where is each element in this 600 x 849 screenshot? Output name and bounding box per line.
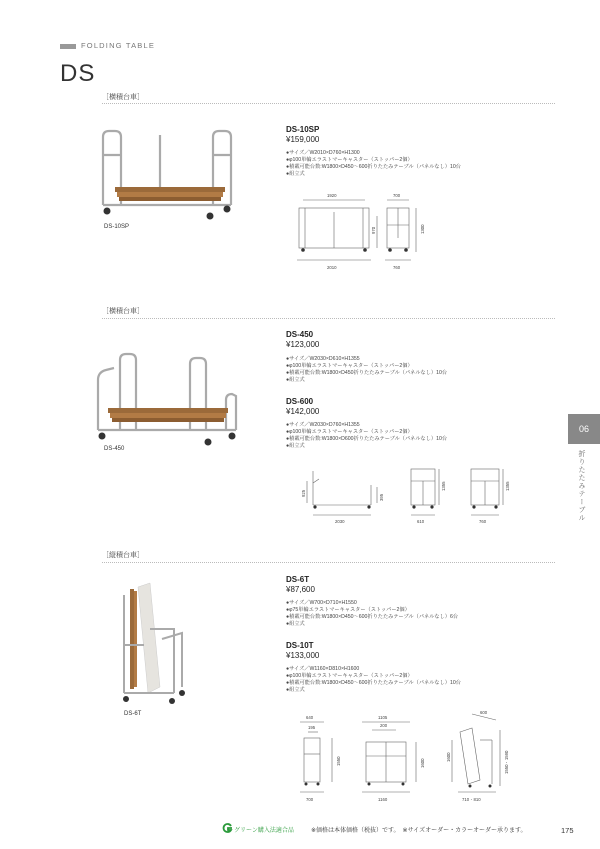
spec-line: ●組立式 <box>286 171 305 177</box>
photo-label: DS-6T <box>124 711 142 717</box>
dim-label: 1600 <box>446 752 451 762</box>
spec-line: ●積載可能台数:W1800×D450～600折りたたみテーブル（パネルなし）10台 <box>286 164 461 170</box>
product-model: DS-6T <box>286 575 310 584</box>
dim-label: 1160 <box>378 797 388 802</box>
dim-label: 700 <box>393 193 401 198</box>
footer-note: ※価格は本体価格（税抜）です。 ※サイズオーダー・カラーオーダー承ります。 <box>311 828 527 834</box>
product-model: DS-10T <box>286 641 314 650</box>
dim-label: 1550・1590 <box>504 750 509 774</box>
product-specs <box>286 600 458 628</box>
dim-label: 700 <box>306 797 314 802</box>
product-price: ¥142,000 <box>286 407 320 416</box>
spec-line: ●φ75単輪エラストマーキャスター（ストッパー2個） <box>286 607 410 613</box>
dim-label: 760 <box>393 265 401 270</box>
product-photo-ds-450 <box>90 350 245 450</box>
chapter-tab[interactable]: 06 <box>568 414 600 444</box>
product-model: DS-10SP <box>286 125 320 134</box>
spec-line: ●サイズ／W1160×D810×H1600 <box>286 666 360 672</box>
chapter-title-vertical: 折りたたみテーブル <box>578 450 585 522</box>
dim-label: 760 <box>479 519 487 524</box>
spec-line: ●組立式 <box>286 377 305 383</box>
product-photo-ds-10sp <box>95 125 245 225</box>
spec-line: ●φ100単輪エラストマーキャスター（ストッパー2個） <box>286 429 413 435</box>
dim-label: 1550 <box>336 756 341 766</box>
green-mark-icon <box>222 823 233 833</box>
spec-line: ●サイズ／W2030×D760×H1355 <box>286 422 360 428</box>
section-label: ［横積台車］ <box>102 308 144 315</box>
header-bar <box>60 44 76 49</box>
dim-label: 1300 <box>420 224 425 234</box>
dim-label: 970 <box>371 226 376 234</box>
dimension-drawing-ds-6t-10t <box>292 710 512 810</box>
section-divider <box>102 103 555 104</box>
dim-label: 640 <box>306 715 314 720</box>
photo-label: DS-450 <box>104 446 125 452</box>
spec-line: ●組立式 <box>286 687 305 693</box>
spec-line: ●積載可能台数:W1800×D450～600折りたたみテーブル（パネルなし）10台 <box>286 680 461 686</box>
spec-line: ●サイズ／W700×D710×H1550 <box>286 600 357 606</box>
photo-label: DS-10SP <box>104 224 130 230</box>
dim-label: 195 <box>308 725 316 730</box>
spec-line: ●サイズ／W2010×D760×H1300 <box>286 150 360 156</box>
dim-label: 2010 <box>327 265 337 270</box>
spec-line: ●組立式 <box>286 443 305 449</box>
spec-line: ●サイズ／W2030×D610×H1355 <box>286 356 360 362</box>
dim-label: 710・810 <box>462 797 481 802</box>
product-specs <box>286 356 447 384</box>
spec-line: ●φ100単輪エラストマーキャスター（ストッパー2個） <box>286 363 413 369</box>
dimension-drawing-ds-450-600 <box>285 463 525 528</box>
page-title: DS <box>60 60 96 87</box>
green-purchase-label: グリーン購入法適合品 <box>234 828 294 834</box>
spec-line: ●φ100単輪エラストマーキャスター（ストッパー2個） <box>286 673 413 679</box>
dim-label: 2030 <box>335 519 345 524</box>
dim-label: 610 <box>417 519 425 524</box>
product-specs <box>286 150 461 178</box>
section-label: ［横積台車］ <box>102 94 144 101</box>
product-price: ¥87,600 <box>286 585 315 594</box>
dim-label: 200 <box>380 723 388 728</box>
dim-label: 925 <box>301 489 306 497</box>
product-price: ¥133,000 <box>286 651 320 660</box>
dim-label: 1355 <box>505 481 510 491</box>
dim-label: 1355 <box>441 481 446 491</box>
section-divider <box>102 562 555 563</box>
spec-line: ●積載可能台数:W1800×D600折りたたみテーブル（パネルなし）10台 <box>286 436 448 442</box>
spec-line: ●積載可能台数:W1800×D450折りたたみテーブル（パネルなし）10台 <box>286 370 448 376</box>
dim-label: 1105 <box>378 715 388 720</box>
product-price: ¥123,000 <box>286 340 320 349</box>
spec-line: ●φ100単輪エラストマーキャスター（ストッパー2個） <box>286 157 413 163</box>
dim-label: 1920 <box>327 193 337 198</box>
dim-label: 395 <box>379 493 384 501</box>
product-model: DS-600 <box>286 397 314 406</box>
product-photo-ds-6t <box>110 575 190 710</box>
page-number: 175 <box>561 826 574 835</box>
section-divider <box>102 318 555 319</box>
product-price: ¥159,000 <box>286 135 320 144</box>
dimension-drawing-ds-10sp <box>285 190 445 275</box>
dim-label: 1600 <box>420 758 425 768</box>
section-label: ［縦積台車］ <box>102 552 144 559</box>
spec-line: ●積載可能台数:W1800×D450～600折りたたみテーブル（パネルなし）6台 <box>286 614 459 620</box>
product-model: DS-450 <box>286 330 314 339</box>
category-label: FOLDING TABLE <box>81 41 156 50</box>
dim-label: 600 <box>480 710 488 715</box>
spec-line: ●組立式 <box>286 621 305 627</box>
product-specs <box>286 422 447 450</box>
product-specs <box>286 666 461 694</box>
